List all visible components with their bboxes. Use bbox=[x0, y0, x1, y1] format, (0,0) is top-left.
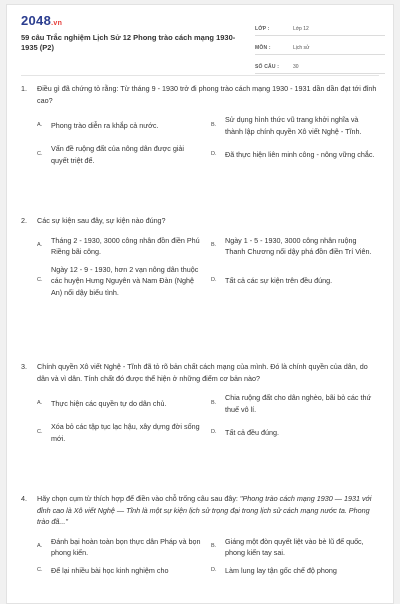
option-c[interactable]: C. Vấn đề ruộng đất của nông dân được giải quyết triệt để. bbox=[37, 144, 185, 165]
document-title: 59 câu Trắc nghiệm Lịch Sử 12 Phong trào cách mạng 1930-1935 (P2) bbox=[21, 33, 236, 52]
meta-row-count bbox=[255, 55, 385, 74]
option-d[interactable]: D. Tất cả các sự kiện trên đều đúng. bbox=[211, 276, 333, 285]
meta-value: 30 bbox=[293, 64, 299, 70]
question-4 bbox=[21, 493, 377, 577]
document-page bbox=[6, 4, 394, 604]
question-number: 3. bbox=[21, 362, 27, 371]
option-d[interactable]: D. Làm lung lay tận gốc chế độ phong bbox=[211, 565, 337, 575]
meta-row-class bbox=[255, 17, 385, 36]
option-b[interactable]: B. Ngày 1 - 5 - 1930, 3000 công nhân ruộng Thanh Chương nổi dậy phá đồn điền Trí Viên. bbox=[211, 235, 372, 256]
answer-options bbox=[21, 235, 377, 299]
option-b[interactable]: B. Chia ruộng đất cho dân nghèo, bãi bỏ các thứ thuế vô lí. bbox=[211, 393, 372, 414]
site-logo[interactable]: 2048.vn bbox=[21, 13, 63, 28]
document-header bbox=[7, 5, 393, 70]
question-1 bbox=[21, 83, 377, 166]
option-d[interactable]: D. Đã thực hiện liên minh công - nông vững chắc. bbox=[211, 149, 375, 159]
option-b[interactable]: B. Sử dụng hình thức vũ trang khởi nghĩa và thành lập chính quyền Xô viết Nghệ - Tĩnh. bbox=[211, 115, 362, 136]
meta-value: Lịch sử bbox=[293, 45, 310, 51]
option-a[interactable]: A. Tháng 2 - 1930, 3000 công nhân đồn điền Phú Riềng bãi công. bbox=[37, 235, 200, 256]
question-number: 2. bbox=[21, 216, 27, 225]
option-a[interactable]: A. Thực hiện các quyền tự do dân chủ. bbox=[37, 398, 167, 408]
answer-options bbox=[21, 392, 377, 444]
meta-value: Lớp 12 bbox=[293, 26, 309, 32]
option-d[interactable]: D. Tất cả đều đúng. bbox=[211, 427, 279, 437]
question-text: Các sự kiện sau đây, sự kiện nào đúng? bbox=[37, 216, 166, 225]
header-divider bbox=[21, 75, 379, 76]
meta-label: MÔN : bbox=[255, 45, 271, 51]
option-c[interactable]: C. Xóa bỏ các tập tục lạc hậu, xây dựng đời sống mới. bbox=[37, 422, 200, 443]
meta-label: LỚP : bbox=[255, 26, 270, 32]
answer-options bbox=[21, 536, 377, 577]
question-text: Chính quyền Xô viết Nghệ - Tĩnh đã tỏ rõ bản chất cách mạng của mình. Đó là chính quyền của dân, do dân và vì dân. Tính chất đó được thể hiện ở những điểm cơ bản nào? bbox=[37, 362, 368, 383]
question-text: Hãy chọn cụm từ thích hợp để điền vào chỗ trống câu sau đây: "Phong trào cách mạng 1930 — 1931 với đỉnh cao là Xô viết Nghệ — Tĩnh là một sự kiện lịch sử trọng đại trong lịch sử cách mạng nước ta. Phong trào đã..." bbox=[37, 494, 372, 526]
meta-label: SỐ CÂU : bbox=[255, 64, 280, 70]
answer-options bbox=[21, 114, 377, 166]
question-number: 1. bbox=[21, 84, 27, 93]
question-text: Điều gì đã chứng tỏ rằng: Từ tháng 9 - 1930 trở đi phong trào cách mạng 1930 - 1931 dần dần đạt tới đỉnh cao? bbox=[37, 84, 377, 105]
question-2 bbox=[21, 215, 377, 298]
meta-row-subject bbox=[255, 36, 385, 55]
option-a[interactable]: A. Phong trào diễn ra khắp cả nước. bbox=[37, 120, 159, 130]
option-b[interactable]: B. Giáng một đòn quyết liệt vào bè lũ đế quốc, phong kiến tay sai. bbox=[211, 536, 364, 557]
option-c[interactable]: C. Ngày 12 - 9 - 1930, hơn 2 vạn nông dân thuộc các huyện Hưng Nguyên và Nam Đàn (Nghệ An) nổi dậy biểu tình. bbox=[37, 264, 199, 297]
question-3 bbox=[21, 361, 377, 444]
option-a[interactable]: A. Đánh bại hoàn toàn bọn thực dân Pháp và bọn phong kiến. bbox=[37, 536, 201, 557]
question-number: 4. bbox=[21, 494, 27, 503]
option-c[interactable]: C. Để lại nhiều bài học kinh nghiệm cho bbox=[37, 565, 169, 575]
document-meta bbox=[255, 17, 385, 74]
